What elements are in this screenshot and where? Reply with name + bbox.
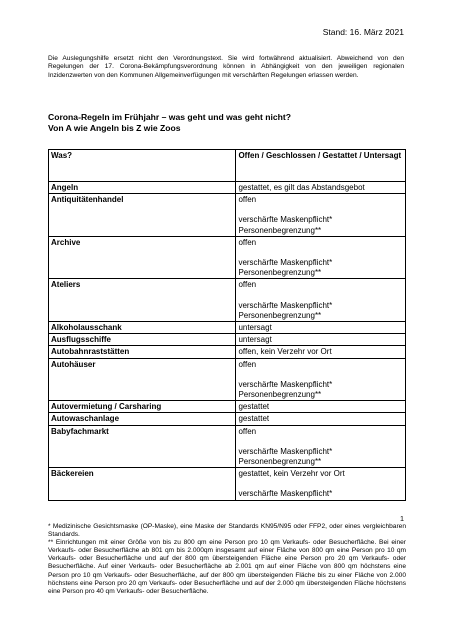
row-status-cell <box>236 236 406 279</box>
table-row <box>49 182 406 194</box>
row-name: Archive <box>49 236 236 279</box>
row-name: Babyfachmarkt <box>49 425 236 468</box>
table-header-row <box>49 150 406 182</box>
row-status: gestattet <box>236 401 406 413</box>
title-line-2: Von A wie Angeln bis Z wie Zoos <box>48 122 181 133</box>
row-note-mask: verschärfte Maskenpflicht* <box>238 258 333 268</box>
row-status: offen <box>238 237 257 247</box>
row-status: untersagt <box>236 322 406 334</box>
row-status: gestattet, kein Verzehr vor Ort <box>238 469 345 479</box>
row-note-mask: verschärfte Maskenpflicht* <box>238 446 333 456</box>
row-status: untersagt <box>236 334 406 346</box>
footnote-person-limit: ** Einrichtungen mit einer Größe von bis zu 800 qm eine Person pro 10 qm Verkaufs- oder Besucherfläche. Bei einer Verkaufs- oder Besucherfläche ab 801 qm bis 2.000qm insgesamt auf einer Fläche von 800 qm eine Person pro 10 qm Verkaufs- oder Besucherfläche und auf der 800 qm übersteigenden Fläche eine Person pro 20 qm Verkaufs- oder Besucherfläche. Auf einer Verkaufs- oder Besucherfläche ab 2.001 qm auf einer Fläche von 800 qm höchstens eine Person pro 10 qm Verkaufs- oder Besucherfläche, auf der 800 qm übersteigenden Fläche bis zu einer Fläche von 2.000 höchstens eine Person pro 20 qm Verkaufs- oder Besucherfläche und auf der 2.000 qm übersteigenden Fläche höchstens eine Person pro 40 qm Verkaufs- oder Besucherfläche. <box>48 539 406 595</box>
row-status-cell <box>236 194 406 237</box>
row-note-mask: verschärfte Maskenpflicht* <box>238 215 333 225</box>
page-title <box>48 112 291 133</box>
row-note-limit: Personenbegrenzung** <box>238 390 322 400</box>
table-row <box>49 346 406 358</box>
table-row <box>49 358 406 401</box>
row-status: offen <box>238 195 257 205</box>
row-name: Angeln <box>49 182 236 194</box>
table-row <box>49 334 406 346</box>
row-name: Autohäuser <box>49 358 236 401</box>
row-note-limit: Personenbegrenzung** <box>238 268 322 278</box>
row-name: Antiquitätenhandel <box>49 194 236 237</box>
row-note-limit: Personenbegrenzung** <box>238 457 322 467</box>
table-row <box>49 401 406 413</box>
row-status: offen <box>238 359 257 369</box>
row-note-mask: verschärfte Maskenpflicht* <box>238 489 333 499</box>
table-row <box>49 236 406 279</box>
row-note-limit: Personenbegrenzung** <box>238 310 322 320</box>
table-row <box>49 468 406 500</box>
column-header-status: Offen / Geschlossen / Gestattet / Untersagt <box>236 150 406 182</box>
row-note-mask: verschärfte Maskenpflicht* <box>238 379 333 389</box>
row-note-mask: verschärfte Maskenpflicht* <box>238 300 333 310</box>
row-name: Autowaschanlage <box>49 413 236 425</box>
date-stamp: Stand: 16. März 2021 <box>322 27 404 37</box>
row-status-cell <box>236 468 406 500</box>
row-status-cell <box>236 425 406 468</box>
column-header-what: Was? <box>49 150 236 182</box>
page-number: 1 <box>400 514 404 523</box>
row-status: offen, kein Verzehr vor Ort <box>236 346 406 358</box>
table-row <box>49 279 406 322</box>
table-row <box>49 322 406 334</box>
rules-table <box>48 149 406 501</box>
row-status-cell <box>236 279 406 322</box>
footnotes <box>48 523 406 596</box>
row-name: Autobahnraststätten <box>49 346 236 358</box>
footnote-mask: * Medizinische Gesichtsmaske (OP-Maske), eine Maske der Standards KN95/N95 oder FFP2, oder eines vergleichbaren Standards. <box>48 523 406 539</box>
table-row <box>49 425 406 468</box>
row-status: offen <box>238 280 257 290</box>
row-status: gestattet, es gilt das Abstandsgebot <box>236 182 406 194</box>
table-row <box>49 194 406 237</box>
disclaimer-text: Die Auslegungshilfe ersetzt nicht den Verordnungstext. Sie wird fortwährend aktualisiert. Abweichend von den Regelungen der 17. Corona-Bekämpfungsverordnung können in Abhängigkeit von den jeweiligen regionalen Inzidenzwerten von den Kommunen Allgemeinverfügungen mit verschärften Regelungen erlassen werden. <box>48 55 404 79</box>
row-name: Ateliers <box>49 279 236 322</box>
row-status: offen <box>238 426 257 436</box>
row-name: Ausflugsschiffe <box>49 334 236 346</box>
row-name: Autovermietung / Carsharing <box>49 401 236 413</box>
table-row <box>49 413 406 425</box>
row-name: Bäckereien <box>49 468 236 500</box>
row-status-cell <box>236 358 406 401</box>
row-status: gestattet <box>236 413 406 425</box>
row-name: Alkoholausschank <box>49 322 236 334</box>
title-line-1: Corona-Regeln im Frühjahr – was geht und was geht nicht? <box>48 112 292 122</box>
row-note-limit: Personenbegrenzung** <box>238 225 322 235</box>
